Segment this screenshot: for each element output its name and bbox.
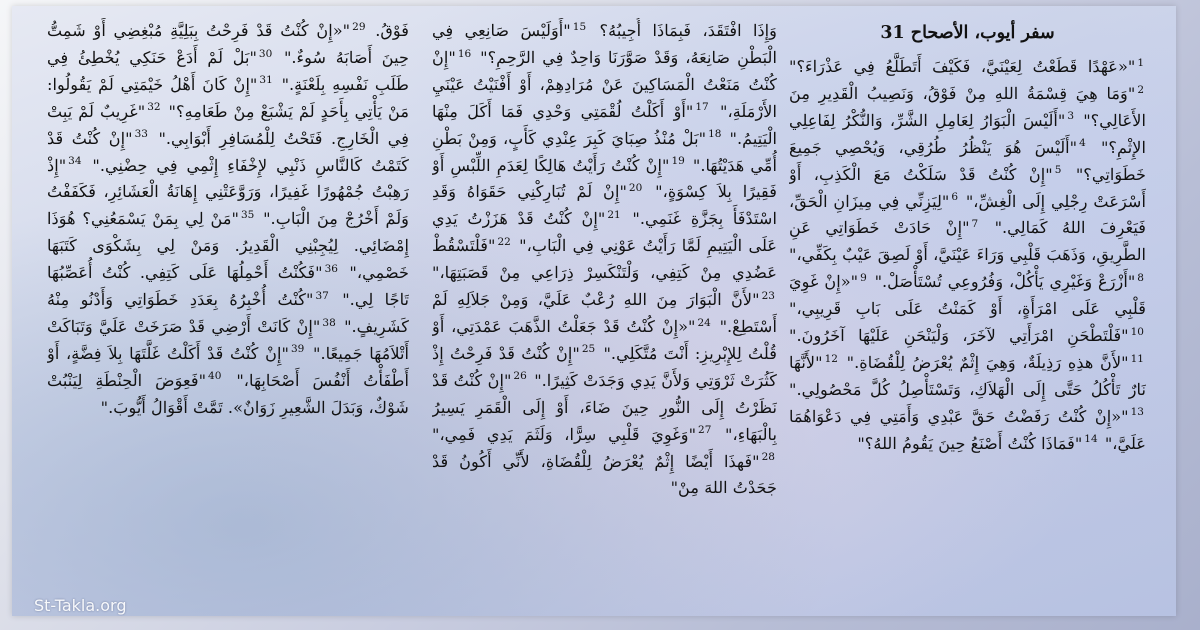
verse-text: "إِنْ كُنْتُ قَدْ هَزَزْتُ يَدِي عَلَى الْيَتِيمِ لَمَّا رَأَيْتُ عَوْنِي فِي الْبَابِ،" (432, 209, 777, 256)
verse-text: "لأَنَّ الْبَوَارَ مِنَ اللهِ رُعْبٌ عَلَيَّ، وَمِنْ جَلاَلِهِ لَمْ أَسْتَطِعْ." (432, 290, 777, 336)
verse-number: 32 (147, 101, 161, 114)
verse-text: "إِنْ كُنْتُ رَأَيْتُ هَالِكًا لِعَدَمِ اللِّبْسِ أَوْ فَقِيرًا بِلاَ كِسْوَةٍ،" (432, 155, 777, 202)
verse-number: 36 (324, 262, 338, 275)
verse-text: "إِنْ حَادَتْ خَطَوَاتِي عَنِ الطَّرِيقِ، وَذَهَبَ قَلْبِي وَرَاءَ عَيْنَيَّ، أَوْ لَصِقَ عَيْبٌ بِكَفِّي،" (789, 218, 1146, 265)
verse-text: "«إِنْ كُنْتُ رَفَضْتُ حَقَّ عَبْدِي وَأَمَتِي فِي دَعْوَاهُمَا عَلَيَّ،" (789, 406, 1146, 453)
verse-text: "فَلْتَطْحَنِ امْرَأَتِي لآخَرَ، وَلْيَنْحَنِ عَلَيْهَا آخَرُونَ." (789, 326, 1129, 346)
verse-number: 40 (208, 370, 222, 383)
verse-number: 25 (581, 343, 596, 356)
verse-text: "إِنْ كُنْتُ قَدْ كَتَمْتُ كَالنَّاسِ ذَنْبِي لإِخْفَاءِ إِثْمِي فِي حِضْنِي." (47, 128, 409, 175)
verse-text: "فَهذَا أَيْضًا إِثْمٌ يُعْرَضُ لِلْقُضَاةِ، لأَنِّي أَكُونُ قَدْ جَحَدْتُ اللهَ مِنْ" (432, 451, 777, 498)
verse-text: "فَمَاذَا كُنْتُ أَصْنَعُ حِينَ يَقُومُ اللهُ؟" (857, 433, 1083, 453)
verse-number: 20 (628, 182, 643, 195)
verse-number: 16 (457, 47, 472, 60)
verse-number: 38 (322, 316, 336, 329)
verse-number: 15 (572, 20, 587, 33)
verse-text: "إِنْ لَمْ تُبَارِكْنِي حَقَوَاهُ وَقَدِ اسْتَدْفَأَ بِجَزَّةِ غَنَمِي." (432, 182, 777, 229)
verse-text: وَإِذَا افْتَقَدَ، فَبِمَاذَا أُجِيبُهُ؟ (588, 21, 777, 40)
verse-text: "بَلْ لَمْ أَدَعْ حَنَكِي يُخْطِئُ فِي طَلَبِ نَفْسِهِ بِلَعْنَةٍ." (47, 47, 409, 94)
verse-text: "أَزْرَعْ وَغَيْرِي يَأْكُلْ، وَفُرُوعِي تُسْتَأْصَلْ." (868, 272, 1136, 292)
verse-number: 13 (1130, 406, 1144, 419)
verse-text: "أَلَيْسَ هُوَ يَنْظُرُ طُرُقِي، وَيُحْصِي جَمِيعَ خَطَوَاتِي؟" (789, 137, 1146, 184)
site-watermark: St-Takla.org (34, 596, 127, 615)
verse-number: 31 (259, 74, 273, 87)
verse-text: "لأَنَّ هذِهِ رَذِيلَةٌ، وَهِيَ إِثْمٌ يُعْرَضُ لِلْقُضَاةِ." (839, 352, 1129, 372)
chapter-title: سفر أيوب، الأصحاح 31 (880, 23, 1055, 43)
verse-text: "إِنْ كُنْتُ قَدْ فَرِحْتُ إِذْ كَثُرَتْ ثَرْوَتِي وَلأَنَّ يَدِي وَجَدَتْ كَثِيرًا." (432, 343, 777, 390)
verse-text: "فَعِوَضَ الْحِنْطَةِ لِيَنْبُتْ شَوْكٌ، وَبَدَلَ الشَّعِيرِ زَوَانٌ». تَمَّتْ أَقْوَالُ أَيُّوبَ." (47, 370, 409, 417)
verse-text: "إِنْ كُنْتُ قَدْ نَظَرْتُ إِلَى النُّورِ حِينَ ضَاءَ، أَوْ إِلَى الْقَمَرِ يَسِيرُ بِالْبَهَاءِ،" (432, 370, 777, 444)
verse-number: 11 (1130, 352, 1144, 365)
column-right-text (789, 54, 1146, 458)
verse-text: "بَلْ مُنْذُ صِبَايَ كَبِرَ عِنْدِي كَأَبٍ، وَمِنْ بَطْنِ أُمِّي هَدَيْتُهَا." (432, 128, 777, 175)
column-right (789, 18, 1146, 608)
verse-number: 37 (315, 289, 329, 302)
verse-text: "مَنْ لِي بِمَنْ يَسْمَعُنِي؟ هُوَذَا إِمْضَائِي. لِيُجِبْنِي الْقَدِيرُ. وَمَنْ لِي بِشَكْوَى كَتَبَهَا خَصْمِي،" (47, 209, 409, 283)
verse-number: 18 (708, 128, 722, 141)
verse-text: "إِذْ رَهِبْتُ جُمْهُورًا غَفِيرًا، وَرَوَّعَتْنِي إِهَانَةُ الْعَشَائِرِ، فَكَفَفْتُ وَلَمْ أَخْرُجْ مِنَ الْبَابِ." (47, 155, 409, 229)
verse-number: 10 (1130, 325, 1144, 338)
verse-number: 14 (1084, 433, 1098, 446)
verse-text: "وَمَا هِيَ قِسْمَةُ اللهِ مِنْ فَوْقُ، وَنَصِيبُ الْقَدِيرِ مِنَ الأَعَالِي؟" (789, 83, 1146, 130)
verse-number: 27 (698, 424, 712, 437)
verse-text: "كُنْتُ أُخْبِرُهُ بِعَدَدِ خَطَوَاتِي وَأَدْنُو مِنْهُ كَشَرِيفٍ." (47, 290, 409, 336)
verse-number: 7 (971, 218, 979, 231)
verse-number: 39 (290, 343, 305, 356)
verse-text: "أَوْ أَكَلْتُ لُقْمَتِي وَحْدِي فَمَا أَكَلَ مِنْهَا الْيَتِيمُ." (432, 101, 777, 148)
verse-text: "إِنْ كَانَ أَهْلُ خَيْمَتِي لَمْ يَقُولُوا: مَنْ يَأْتِي بِأَحَدٍ لَمْ يَشْبَعْ مِنْ طَعَامِهِ؟" (47, 74, 409, 121)
column-middle-text (432, 18, 777, 502)
verse-number: 26 (513, 370, 527, 383)
verse-text: "إِنْ كُنْتُ قَدْ سَلَكْتُ مَعَ الْكَذِبِ، أَوْ أَسْرَعَتْ رِجْلِي إِلَى الْغِشِّ،" (789, 164, 1146, 211)
verse-number: 30 (258, 47, 273, 60)
verse-text: "غَرِيبٌ لَمْ يَبِتْ فِي الْخَارِجِ. فَتَحْتُ لِلْمُسَافِرِ أَبْوَابِي." (47, 101, 409, 148)
verse-number: 23 (761, 289, 775, 302)
verse-number: 6 (951, 191, 959, 204)
verse-text: "لِيَزِنِّي فِي مِيزَانِ الْحَقِّ، فَيَعْرِفَ اللهُ كَمَالِي." (789, 191, 1146, 238)
verse-number: 9 (860, 271, 867, 284)
verse-text: "فَكُنْتُ أَحْمِلُهَا عَلَى كَتِفِي. كُنْتُ أُعَصِّبُهَا تَاجًا لِي." (47, 263, 409, 310)
verse-number: 22 (497, 235, 511, 248)
verse-text: "إِنْ كَانَتْ أَرْضِي قَدْ صَرَخَتْ عَلَيَّ وَتَبَاكَتْ أَتْلاَمُهَا جَمِيعًا." (47, 316, 409, 363)
verse-text: فَوْقُ. (367, 21, 409, 40)
verse-number: 24 (697, 316, 711, 329)
verse-number: 12 (824, 352, 838, 365)
verse-number: 17 (695, 101, 709, 114)
verse-text: "فَلْتَسْقُطْ عَضُدِي مِنْ كَتِفِي، وَلْتَنْكَسِرْ ذِرَاعِي مِنْ قَصَبَتِهَا،" (432, 236, 777, 283)
verse-text: "أَوَلَيْسَ صَانِعِي فِي الْبَطْنِ صَانِعَهُ، وَقَدْ صَوَّرَنَا وَاحِدٌ فِي الرَّحِمِ؟" (432, 21, 777, 67)
verse-text: "«إِنْ كُنْتُ قَدْ فَرِحْتُ بِبَلِيَّةِ مُبْغِضِي أَوْ شَمِتُّ حِينَ أَصَابَهُ سُوءٌ." (47, 21, 409, 67)
verse-number: 34 (68, 155, 82, 168)
verse-number: 33 (134, 128, 148, 141)
verse-text: "أَلَيْسَ الْبَوَارُ لِعَامِلِ الشَّرِّ، وَالنُّكْرُ لِفَاعِلِي الإِثْمِ؟" (789, 110, 1146, 157)
verse-number: 35 (240, 208, 255, 221)
verse-number: 8 (1137, 271, 1144, 284)
verse-number: 21 (607, 208, 621, 221)
verse-number: 28 (761, 451, 775, 464)
verse-number: 1 (1137, 56, 1144, 69)
column-left (47, 18, 409, 608)
verse-number: 3 (1067, 110, 1075, 123)
verse-number: 2 (1137, 83, 1144, 96)
verse-text: "إِنْ كُنْتُ قَدْ أَكَلْتُ غَلَّتَهَا بِلاَ فِضَّةٍ، أَوْ أَطْفَأْتُ أَنْفُسَ أَصْحَابِهَا،" (47, 343, 409, 390)
verse-text: "«عَهْدًا قَطَعْتُ لِعَيْنَيَّ، فَكَيْفَ أَتَطَلَّعُ فِي عَذْرَاءَ؟" (789, 57, 1136, 76)
column-left-text (47, 18, 409, 422)
verse-text: "وَغَوِيَ قَلْبِي سِرًّا، وَلَثَمَ يَدِي فَمِي،" (432, 424, 697, 444)
column-middle (432, 18, 777, 608)
verse-number: 4 (1079, 137, 1086, 150)
verse-text: "«إِنْ كُنْتُ قَدْ جَعَلْتُ الذَّهَبَ عَمْدَتِي، أَوْ قُلْتُ لِلإِبْرِيزِ: أَنْتَ مُتَّكَلِي." (432, 316, 777, 363)
verse-text: "لأَنَّهَا نَارٌ تَأْكُلُ حَتَّى إِلَى الْهَلاَكِ، وَتَسْتَأْصِلُ كُلَّ مَحْصُولِي." (789, 352, 1146, 399)
verse-text: "«إِنْ غَوِيَ قَلْبِي عَلَى امْرَأَةٍ، أَوْ كَمَنْتُ عَلَى بَابِ قَرِيبِي،" (789, 272, 1146, 319)
verse-number: 29 (352, 20, 366, 33)
verse-card (12, 6, 1176, 616)
verse-number: 19 (671, 155, 685, 168)
verse-text: "إِنْ كُنْتُ مَنَعْتُ الْمَسَاكِينَ عَنْ مُرَادِهِمْ، أَوْ أَفْنَيْتُ عَيْنَيِ الأَرْمَلَةِ،" (432, 47, 777, 121)
verse-number: 5 (1054, 164, 1062, 177)
